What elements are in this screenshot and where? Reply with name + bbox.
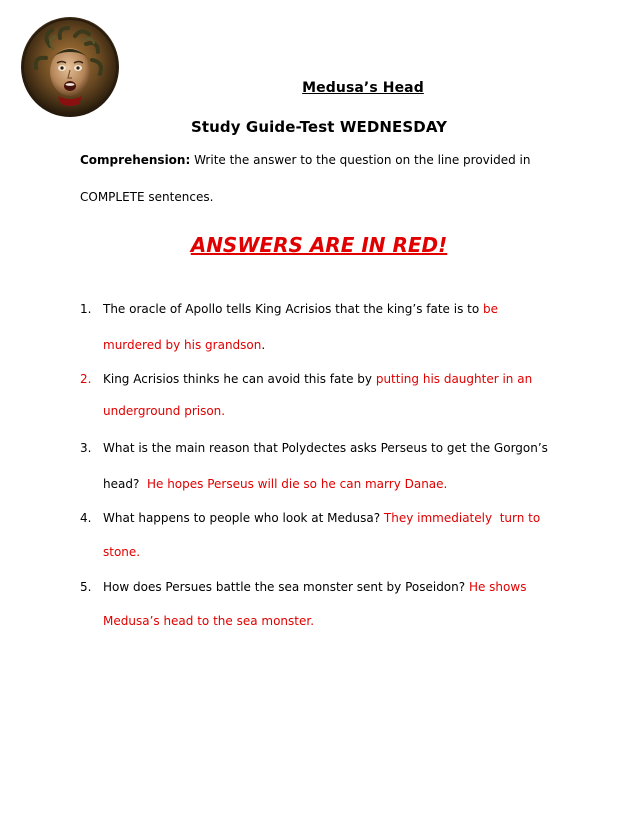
document-subtitle: Study Guide-Test WEDNESDAY xyxy=(190,118,448,136)
question-1-line-1 xyxy=(80,302,498,316)
medusa-shield-image xyxy=(20,16,120,118)
question-text: King Acrisios thinks he can avoid this fate by xyxy=(103,372,376,386)
instructions-label: Comprehension: xyxy=(80,153,191,167)
answer-text: They immediately turn to xyxy=(383,511,541,525)
question-text: How does Persues battle the sea monster sent by Poseidon? xyxy=(103,580,469,594)
instructions-line-1 xyxy=(80,153,530,167)
answer-text: murdered by his grandson xyxy=(103,338,262,352)
answer-text: underground prison. xyxy=(103,404,226,418)
question-2-line-2 xyxy=(103,404,225,418)
instructions-text-1: Write the answer to the question on the line provided in xyxy=(194,153,531,167)
question-number: 3. xyxy=(80,441,92,455)
question-2-line-1 xyxy=(80,372,532,386)
question-5-line-1 xyxy=(80,580,526,594)
sentence-period: . xyxy=(261,338,266,352)
answers-banner: ANSWERS ARE IN RED! xyxy=(190,233,448,257)
question-3-line-1 xyxy=(80,441,548,455)
question-text: What happens to people who look at Medusa? xyxy=(103,511,384,525)
question-4-line-1 xyxy=(80,511,540,525)
question-text: What is the main reason that Polydectes asks Perseus to get the Gorgon’s xyxy=(103,441,548,455)
question-number: 5. xyxy=(80,580,92,594)
question-number: 2. xyxy=(80,372,92,386)
question-number: 1. xyxy=(80,302,92,316)
question-text: head? xyxy=(103,477,147,491)
answer-text: be xyxy=(483,302,499,316)
question-5-line-2 xyxy=(103,614,314,628)
answer-text: He hopes Perseus will die so he can marry Danae. xyxy=(146,477,448,491)
answer-text: putting his daughter in an xyxy=(375,372,533,386)
question-1-line-2 xyxy=(103,338,265,352)
instructions-line-2: COMPLETE sentences. xyxy=(80,190,214,204)
answer-text: He shows xyxy=(468,580,527,594)
answer-text: stone. xyxy=(103,545,141,559)
question-4-line-2 xyxy=(103,545,140,559)
question-3-line-2 xyxy=(103,477,447,491)
answer-text: Medusa’s head to the sea monster. xyxy=(103,614,315,628)
document-title: Medusa’s Head xyxy=(302,80,424,96)
question-number: 4. xyxy=(80,511,92,525)
question-text: The oracle of Apollo tells King Acrisios that the king’s fate is to xyxy=(103,302,484,316)
